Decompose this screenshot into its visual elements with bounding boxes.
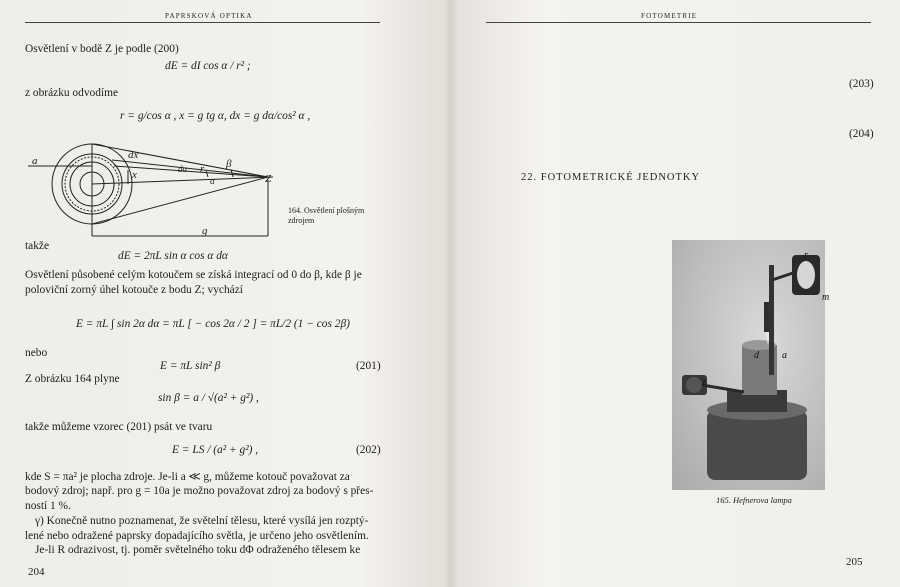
text-line: ností 1 %. bbox=[25, 500, 71, 512]
equation-sinbeta: sin β = a / √(a² + g²) , bbox=[158, 392, 259, 404]
figure-164 bbox=[28, 140, 288, 240]
equation-202: E = LS / (a² + g²) , bbox=[172, 444, 259, 456]
text-line: Z obrázku 164 plyne bbox=[25, 373, 120, 385]
header-rule bbox=[486, 22, 871, 23]
text-line: γ) Konečně nutno poznamenat, že světelní tělesu, které vysílá jen rozptý- bbox=[35, 515, 369, 527]
label-dx: dx bbox=[128, 149, 139, 161]
label-a: a bbox=[32, 155, 38, 167]
label-z: Z bbox=[265, 173, 272, 185]
text-line: takže bbox=[25, 240, 50, 252]
text-line: kde S = πa² je plocha zdroje. Je-li a ≪ g, můžeme kotouč považovat za bbox=[25, 471, 350, 483]
eq-number-202: (202) bbox=[356, 444, 381, 456]
label-beta: β bbox=[226, 158, 232, 170]
label-x: x bbox=[132, 169, 137, 181]
running-head: PAPRSKOVÁ OPTIKA bbox=[165, 12, 253, 20]
photo-label-m: m bbox=[822, 292, 830, 303]
label-r: r bbox=[200, 163, 205, 175]
text-line: poloviční zorný úhel kotouče z bodu Z; vychází bbox=[25, 284, 243, 296]
label-dalpha: dα bbox=[178, 164, 188, 174]
equation-integral: E = πL ∫ sin 2α dα = πL [ − cos 2α / 2 ] = πL/2 (1 − cos 2β) bbox=[76, 318, 350, 330]
running-head: FOTOMETRIE bbox=[641, 12, 698, 20]
photo-label-z: z bbox=[702, 377, 706, 388]
text-line: nebo bbox=[25, 347, 48, 359]
section-heading: 22. FOTOMETRICKÉ JEDNOTKY bbox=[521, 172, 701, 183]
left-page bbox=[0, 0, 449, 587]
text-line: lené nebo odražené paprsky dopadajícího světla, je určeno jeho osvětlením. bbox=[25, 530, 369, 542]
label-g: g bbox=[202, 225, 208, 237]
photo-label-d: d bbox=[754, 350, 759, 361]
equation-r: r = g/cos α , x = g tg α, dx = g dα/cos² α , bbox=[120, 110, 311, 122]
text-line: Je-li R odrazivost, tj. poměr světelného toku dΦ odraženého tělesem ke bbox=[35, 544, 361, 556]
text-line: bodový zdroj; např. pro g = 10a je možno považovat zdroj za bodový s přes- bbox=[25, 485, 374, 497]
page-number: 205 bbox=[846, 556, 863, 568]
equation-de-2: dE = 2πL sin α cos α dα bbox=[118, 250, 228, 262]
eq-number-201: (201) bbox=[356, 360, 381, 372]
photo-labels bbox=[672, 240, 830, 490]
equation-201: E = πL sin² β bbox=[160, 360, 221, 372]
photo-caption: 165. Hefnerova lampa bbox=[716, 495, 792, 505]
equation-de: dE = dI cos α / r² ; bbox=[165, 60, 251, 72]
eq-number-203a: (203) bbox=[849, 78, 874, 90]
photo-label-r: r bbox=[804, 250, 808, 261]
eq-number-204: (204) bbox=[849, 128, 874, 140]
header-rule bbox=[25, 22, 380, 23]
text-line: z obrázku odvodíme bbox=[25, 87, 118, 99]
text-line: Osvětlení v bodě Z je podle (200) bbox=[25, 43, 179, 55]
text-line: takže můžeme vzorec (201) psát ve tvaru bbox=[25, 421, 213, 433]
page-number: 204 bbox=[28, 566, 45, 578]
figure-caption: 164. Osvětlení plošným zdrojem bbox=[288, 206, 365, 225]
photo-label-a: a bbox=[782, 350, 787, 361]
label-alpha: α bbox=[210, 176, 215, 186]
text-line: Osvětlení působené celým kotoučem se získá integrací od 0 do β, kde β je bbox=[25, 269, 362, 281]
